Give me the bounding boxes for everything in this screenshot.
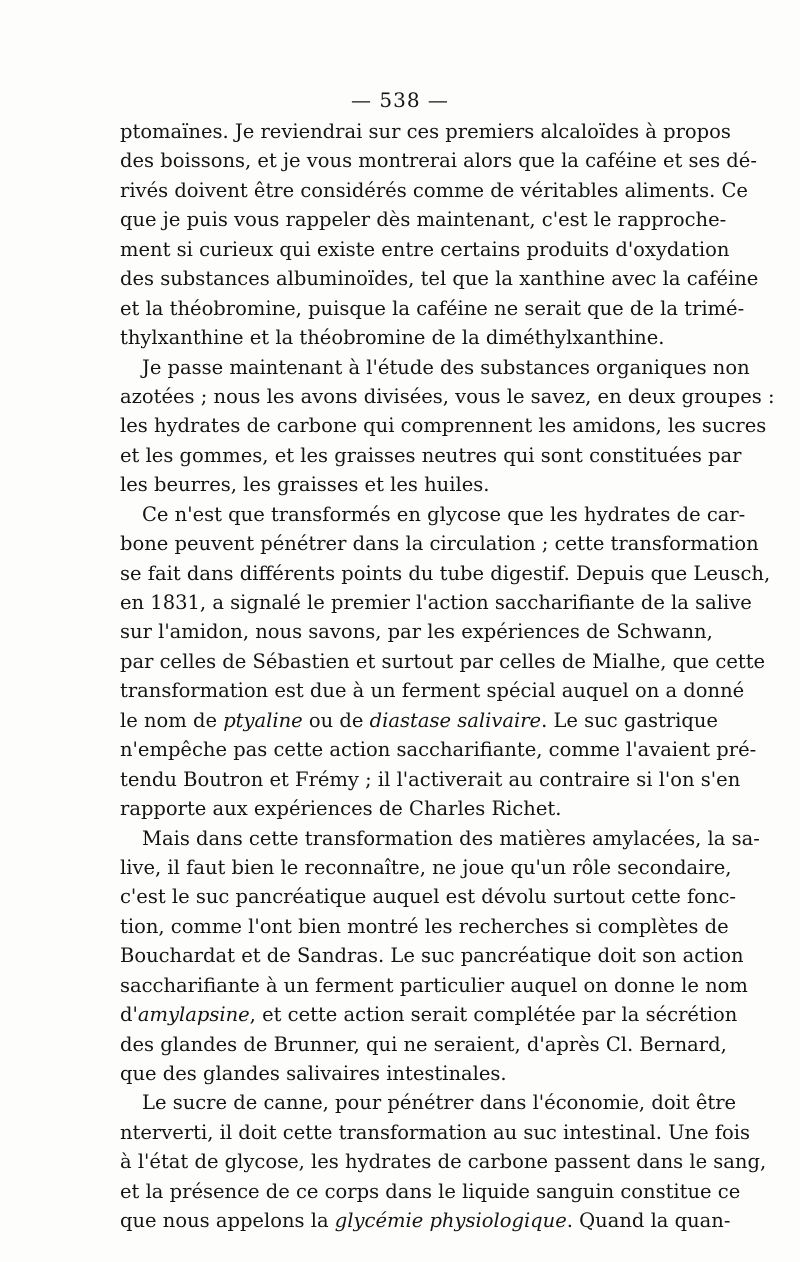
italic-term: ptyaline <box>223 708 303 732</box>
text-line <box>120 1088 737 1117</box>
text-span: et la présence de ce corps dans le liquide sanguin constitue ce <box>120 1179 741 1203</box>
text-span: bone peuvent pénétrer dans la circulation ; cette transformation <box>120 532 759 556</box>
text-span: azotées ; nous les avons divisées, vous le savez, en deux groupes : <box>120 384 775 408</box>
text-line <box>120 941 744 970</box>
text-line <box>120 765 741 794</box>
text-span: . Quand la quan- <box>566 1209 731 1233</box>
text-line <box>120 1118 751 1147</box>
text-span: à l'état de glycose, les hydrates de carbone passent dans le sang, <box>120 1150 767 1174</box>
text-line <box>120 382 775 411</box>
text-line <box>120 500 746 529</box>
text-span: les hydrates de carbone qui comprennent les amidons, les sucres <box>120 414 767 438</box>
text-line <box>120 117 731 146</box>
text-span: Le sucre de canne, pour pénétrer dans l'économie, doit être <box>142 1091 737 1115</box>
text-span: Bouchardat et de Sandras. Le suc pancréatique doit son action <box>120 944 744 968</box>
text-span: n'empêche pas cette action saccharifiante, comme l'avaient pré- <box>120 738 757 762</box>
text-line <box>120 205 727 234</box>
paragraph <box>120 117 759 353</box>
text-line <box>120 1177 741 1206</box>
text-line <box>120 529 759 558</box>
page-number: — 538 — <box>351 88 449 112</box>
text-span: d' <box>120 1003 138 1027</box>
text-span: des substances albuminoïdes, tel que la xanthine avec la caféine <box>120 267 759 291</box>
text-span: Mais dans cette transformation des matières amylacées, la sa- <box>142 826 760 850</box>
text-span: . Le suc gastrique <box>541 708 718 732</box>
text-line <box>120 323 682 352</box>
text-span: tendu Boutron et Frémy ; il l'activerait au contraire si l'on s'en <box>120 767 741 791</box>
text-line <box>120 794 682 823</box>
paragraph <box>120 353 775 500</box>
text-span: live, il faut bien le reconnaître, ne joue qu'un rôle secondaire, <box>120 855 732 879</box>
text-span: que je puis vous rappeler dès maintenant, c'est le rapproche- <box>120 208 727 232</box>
text-span: se fait dans différents points du tube digestif. Depuis que Leusch, <box>120 561 771 585</box>
text-span: nterverti, il doit cette transformation au suc intestinal. Une fois <box>120 1120 751 1144</box>
paragraph <box>120 500 771 824</box>
text-line <box>120 1059 682 1088</box>
text-span: thylxanthine et la théobromine de la diméthylxanthine. <box>120 326 665 350</box>
text-span: et la théobromine, puisque la caféine ne serait que de la trimé- <box>120 296 745 320</box>
text-span: ptomaïnes. Je reviendrai sur ces premiers alcaloïdes à propos <box>120 120 731 143</box>
text-line <box>120 235 730 264</box>
text-line <box>120 411 767 440</box>
text-line <box>120 617 713 646</box>
body-text <box>120 117 775 1236</box>
text-line <box>120 1000 738 1029</box>
text-line <box>120 559 771 588</box>
text-span: ment si curieux qui existe entre certains produits d'oxydation <box>120 237 730 261</box>
text-line <box>120 882 736 911</box>
text-span: saccharifiante à un ferment particulier auquel on donne le nom <box>120 973 748 997</box>
text-line <box>120 647 766 676</box>
text-span: que nous appelons la <box>120 1209 335 1233</box>
text-line <box>120 294 745 323</box>
text-span: rapporte aux expériences de Charles Richet. <box>120 797 562 821</box>
text-span: rivés doivent être considérés comme de véritables aliments. Ce <box>120 178 748 202</box>
text-line <box>120 676 745 705</box>
text-line <box>120 1206 731 1235</box>
text-line <box>120 912 729 941</box>
text-span: sur l'amidon, nous savons, par les expériences de Schwann, <box>120 620 713 644</box>
text-span: tion, comme l'ont bien montré les recherches si complètes de <box>120 914 729 938</box>
text-line <box>120 735 757 764</box>
text-line <box>120 146 757 175</box>
text-line <box>120 264 759 293</box>
text-line <box>120 470 682 499</box>
text-span: Ce n'est que transformés en glycose que les hydrates de car- <box>142 502 746 526</box>
text-span: ou de <box>302 708 370 732</box>
italic-term: glycémie physiologique <box>334 1209 567 1233</box>
text-span: c'est le suc pancréatique auquel est dévolu surtout cette fonc- <box>120 885 736 909</box>
text-line <box>120 706 718 735</box>
text-span: en 1831, a signalé le premier l'action saccharifiante de la salive <box>120 591 752 614</box>
text-span: des boissons, et je vous montrerai alors que la caféine et ses dé- <box>120 149 757 173</box>
text-line <box>120 853 732 882</box>
text-span: des glandes de Brunner, qui ne seraient, d'après Cl. Bernard, <box>120 1032 727 1056</box>
text-span: Je passe maintenant à l'étude des substances organiques non <box>142 355 750 379</box>
italic-term: amylapsine <box>137 1003 250 1027</box>
italic-term: diastase salivaire <box>369 708 542 732</box>
text-line <box>120 1147 767 1176</box>
text-line <box>120 588 752 617</box>
paragraph <box>120 824 760 1089</box>
text-span: que des glandes salivaires intestinales. <box>120 1062 507 1085</box>
text-line <box>120 824 760 853</box>
text-line <box>120 971 748 1000</box>
text-span: par celles de Sébastien et surtout par celles de Mialhe, que cette <box>120 649 766 673</box>
text-span: le nom de <box>120 708 224 732</box>
text-line <box>120 441 742 470</box>
text-span: et les gommes, et les graisses neutres qui sont constituées par <box>120 443 742 467</box>
text-span: , et cette action serait complétée par la sécrétion <box>249 1003 738 1027</box>
text-span: les beurres, les graisses et les huiles. <box>120 473 490 497</box>
text-span: transformation est due à un ferment spécial auquel on a donné <box>120 679 745 703</box>
text-line <box>120 353 750 382</box>
text-line <box>120 1030 727 1059</box>
paragraph <box>120 1088 767 1235</box>
text-line <box>120 176 748 205</box>
